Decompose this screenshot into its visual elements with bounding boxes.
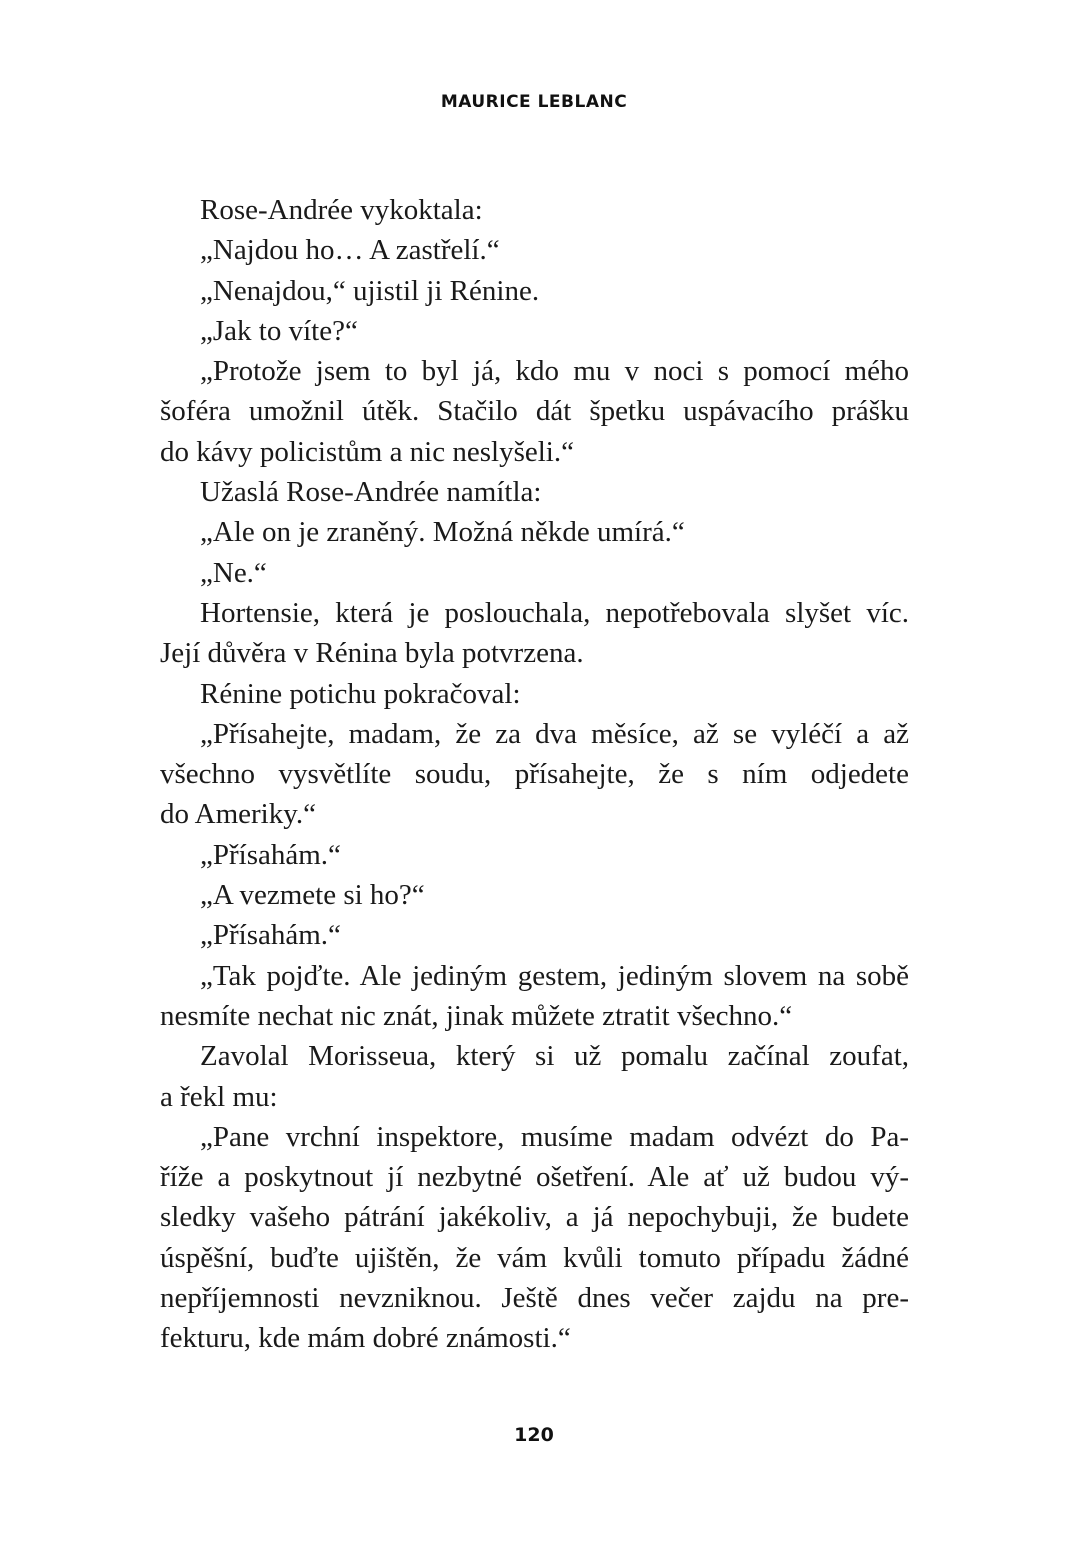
text-line: „Tak pojďte. Ale jediným gestem, jediným slovem na sobě (200, 959, 909, 992)
text-line: Zavolal Morisseua, který si už pomalu začínal zoufat, (200, 1040, 909, 1073)
text-line: „Nenajdou,“ ujistil ji Rénine. (200, 274, 540, 307)
text-line: do Ameriky.“ (160, 798, 316, 831)
text-line: nepříjemnosti nevzniknou. Ještě dnes večer zajdu na pre- (160, 1282, 909, 1315)
text-line: Její důvěra v Rénina byla potvrzena. (160, 637, 584, 670)
text-line: Hortensie, která je poslouchala, nepotřebovala slyšet víc. (200, 596, 909, 629)
text-line: a řekl mu: (160, 1080, 278, 1113)
text-line: sledky vašeho pátrání jakékoliv, a já nepochybuji, že budete (160, 1201, 909, 1234)
text-line: nesmíte nechat nic znát, jinak můžete ztratit všechno.“ (160, 999, 793, 1032)
text-line: šoféra umožnil útěk. Stačilo dát špetku uspávacího prášku (160, 395, 909, 428)
running-head: MAURICE LEBLANC (440, 92, 628, 112)
text-line: „Pane vrchní inspektore, musíme madam odvézt do Pa- (200, 1120, 909, 1153)
text-line: Rose-Andrée vykoktala: (200, 194, 483, 226)
text-line: „Jak to víte?“ (200, 314, 358, 347)
text-line: „Protože jsem to byl já, kdo mu v noci s pomocí mého (200, 355, 909, 388)
text-line: „Přísahám.“ (200, 838, 341, 871)
page-number: 120 (514, 1424, 554, 1446)
text-line: říže a poskytnout jí nezbytné ošetření. Ale ať už budou vý- (160, 1161, 909, 1194)
text-line: do kávy policistům a nic neslyšeli.“ (160, 435, 574, 468)
text-line: „Přísahejte, madam, že za dva měsíce, až se vyléčí a až (200, 717, 909, 750)
text-line: Užaslá Rose-Andrée namítla: (200, 476, 542, 509)
text-line: „A vezmete si ho?“ (200, 879, 425, 912)
text-line: všechno vysvětlíte soudu, přísahejte, že s ním odjedete (160, 758, 909, 791)
text-line: Rénine potichu pokračoval: (200, 677, 521, 710)
text-line: úspěšní, buďte ujištěn, že vám kvůli tomuto případu žádné (160, 1241, 909, 1274)
body-text (160, 190, 909, 1359)
text-line: „Přísahám.“ (200, 919, 341, 952)
text-line: fekturu, kde mám dobré známosti.“ (160, 1322, 571, 1355)
text-line: „Ale on je zraněný. Možná někde umírá.“ (200, 516, 685, 549)
text-line: „Ne.“ (200, 556, 267, 589)
text-line: „Najdou ho… A zastřelí.“ (200, 234, 500, 267)
